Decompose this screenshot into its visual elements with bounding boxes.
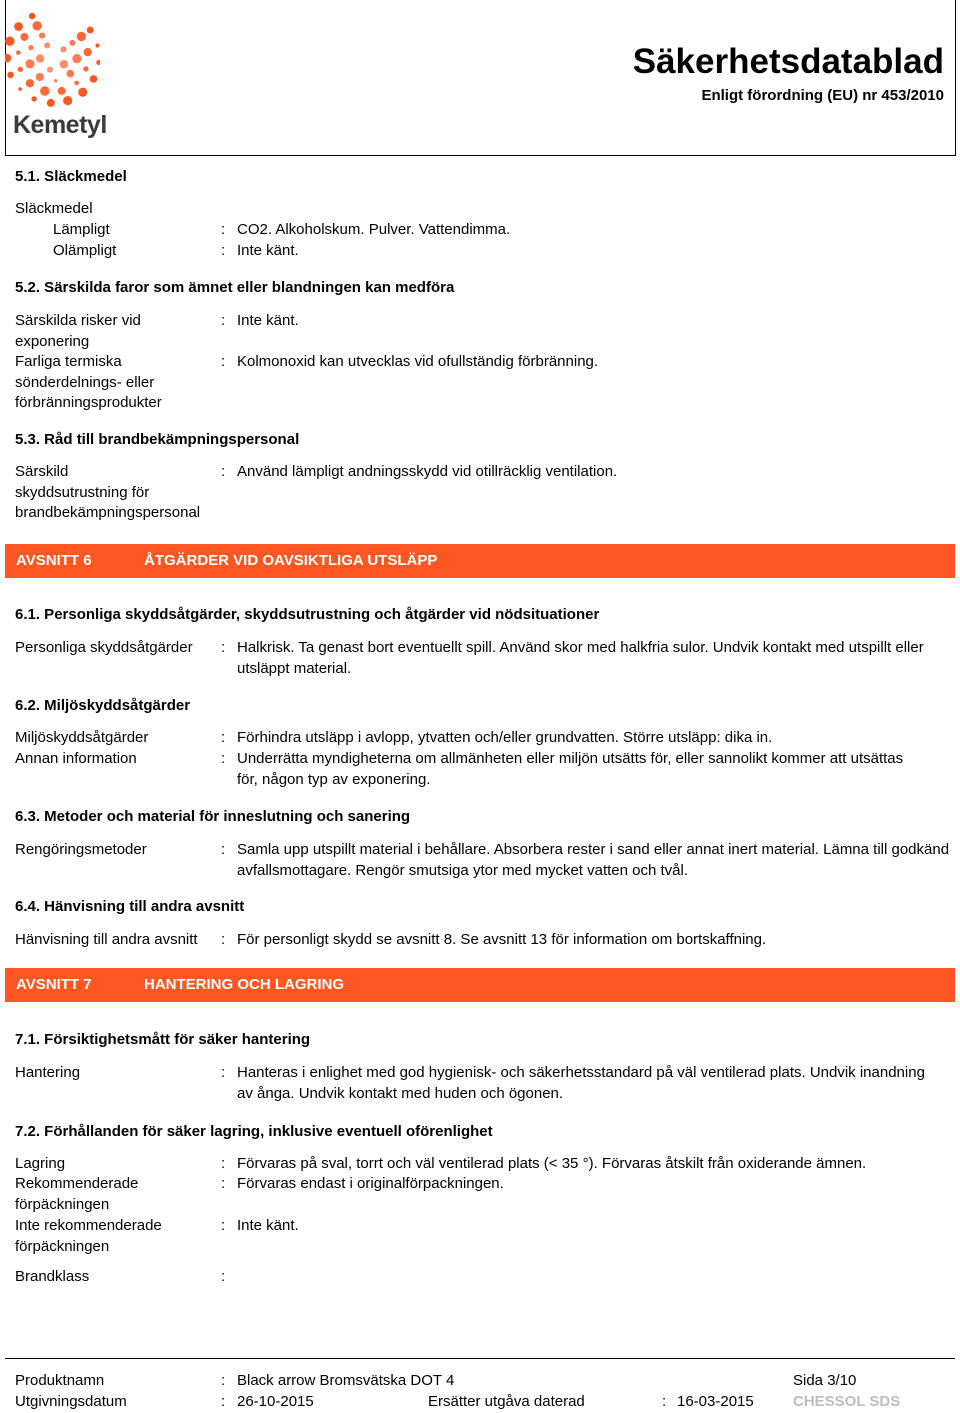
- footer-sds-mark: CHESSOL SDS: [793, 1393, 901, 1410]
- logo-dot: [16, 50, 21, 55]
- label-line: Särskild: [15, 463, 69, 480]
- footer-divider: [5, 1358, 955, 1359]
- value-annan-information: Underrätta myndigheterna om allmänheten eller miljön utsätts för, eller sannolikt kommer att utsättas för, någon typ av exponering.: [237, 750, 904, 788]
- colon: :: [221, 841, 226, 858]
- logo-dot: [96, 60, 100, 65]
- value-olampligt: Inte känt.: [237, 242, 299, 259]
- logo-dot: [78, 88, 87, 97]
- logo-dot: [77, 32, 86, 41]
- brand-logo-text: Kemetyl: [13, 111, 107, 139]
- label-line: förbränningsprodukter: [15, 394, 162, 411]
- logo-dot: [32, 21, 41, 30]
- value-rekommenderade: Förvaras endast i originalförpackningen.: [237, 1175, 504, 1192]
- footer-page-number: Sida 3/10: [793, 1372, 857, 1389]
- header-divider: [5, 155, 955, 156]
- label-slackmedel: Släckmedel: [15, 200, 93, 217]
- logo-dot: [18, 87, 22, 91]
- label-personliga-skyddsatgarder: Personliga skyddsåtgärder: [15, 639, 193, 656]
- colon: :: [221, 1217, 226, 1234]
- label-rekommenderade: [15, 1174, 138, 1215]
- colon: :: [221, 242, 226, 259]
- logo-dot: [7, 72, 14, 79]
- footer-replaces-label: Ersätter utgåva daterad: [428, 1393, 585, 1410]
- label-annan-information: Annan information: [15, 750, 137, 767]
- label-lagring: Lagring: [15, 1155, 66, 1172]
- logo-dot: [69, 40, 75, 46]
- logo-dot: [39, 33, 45, 39]
- label-hanvisning: Hänvisning till andra avsnitt: [15, 931, 198, 948]
- label-brandklass: Brandklass: [15, 1268, 90, 1285]
- colon: :: [221, 931, 226, 948]
- colon: :: [221, 1372, 226, 1389]
- heading-6-1: 6.1. Personliga skyddsåtgärder, skyddsutrustning och åtgärder vid nödsituationer: [15, 606, 600, 623]
- section-7-banner: [5, 968, 955, 1002]
- value-personliga-skyddsatgarder: Halkrisk. Ta genast bort eventuellt spill. Använd skor med halkfria sulor. Undvik kontakt med utspillt eller utsläppt material.: [237, 639, 924, 677]
- heading-6-4: 6.4. Hänvisning till andra avsnitt: [15, 898, 245, 915]
- value-inte-rekommenderade: Inte känt.: [237, 1217, 299, 1234]
- footer-product-value: Black arrow Bromsvätska DOT 4: [237, 1372, 455, 1389]
- value-miljoskyddsatgarder: Förhindra utsläpp i avlopp, ytvatten och/eller grundvatten. Större utsläpp: dika in.: [237, 729, 773, 746]
- logo-dot: [28, 45, 33, 50]
- value-sarskilda-risker: Inte känt.: [237, 312, 299, 329]
- logo-dot: [40, 86, 49, 95]
- colon: :: [221, 1064, 226, 1081]
- logo-dot: [36, 73, 44, 81]
- logo-dot: [14, 22, 23, 31]
- label-line: brandbekämpningspersonal: [15, 504, 201, 521]
- label-line: sönderdelnings- eller: [15, 373, 155, 391]
- colon: :: [221, 463, 226, 480]
- section-6-number: AVSNITT 6: [16, 552, 92, 569]
- colon: :: [221, 1155, 226, 1172]
- colon: :: [221, 312, 226, 329]
- label-farliga-termiska: [15, 352, 162, 414]
- label-line: exponering: [15, 332, 90, 350]
- value-hantering: Hanteras i enlighet med god hygienisk- och säkerhetsstandard på väl ventilerad plats. Undvik inandning av ånga. Undvik kontakt med huden och ögonen.: [237, 1064, 925, 1102]
- value-rengoringsmetoder: Samla upp utspillt material i behållare. Absorbera rester i sand eller annat inert material. Lämna till godkänd avfallsmottagare. Rengör smutsiga ytor med mycket vatten och tvål.: [237, 841, 950, 879]
- section-6-title: ÅTGÄRDER VID OAVSIKTLIGA UTSLÄPP: [144, 552, 438, 569]
- label-line: Farliga termiska: [15, 353, 122, 370]
- kemetyl-logo-mark-icon: [5, 5, 100, 110]
- label-line: Rekommenderade: [15, 1175, 139, 1192]
- logo-dot: [60, 60, 69, 69]
- colon: :: [221, 1175, 226, 1192]
- logo-dot: [95, 43, 99, 47]
- logo-dot: [44, 42, 50, 48]
- logo-dot: [58, 87, 66, 95]
- label-line: Särskilda risker vid: [15, 312, 141, 329]
- document-subtitle: Enligt förordning (EU) nr 453/2010: [701, 87, 944, 104]
- logo-dot: [72, 54, 81, 63]
- logo-dot: [26, 79, 34, 87]
- logo-dot: [63, 96, 72, 105]
- label-sarskilda-risker: [15, 311, 141, 352]
- heading-5-2: 5.2. Särskilda faror som ämnet eller blandningen kan medföra: [15, 279, 455, 296]
- section-6-banner: [5, 544, 955, 578]
- logo-dot: [5, 37, 14, 46]
- value-lagring: Förvaras på sval, torrt och väl ventilerad plats (< 35 °). Förvaras åtskilt från oxiderande ämnen.: [237, 1155, 867, 1172]
- footer-date-label: Utgivningsdatum: [15, 1393, 127, 1410]
- value-hanvisning: För personligt skydd se avsnitt 8. Se avsnitt 13 för information om bortskaffning.: [237, 931, 767, 948]
- logo-dot: [90, 75, 98, 83]
- label-hantering: Hantering: [15, 1064, 81, 1081]
- heading-5-1: 5.1. Släckmedel: [15, 168, 127, 185]
- value-lampligt: CO2. Alkoholskum. Pulver. Vattendimma.: [237, 221, 511, 238]
- colon: :: [221, 639, 226, 656]
- document-title: Säkerhetsdatablad: [632, 42, 944, 81]
- logo-dot: [5, 54, 11, 63]
- label-miljoskyddsatgarder: Miljöskyddsåtgärder: [15, 729, 149, 746]
- heading-6-3: 6.3. Metoder och material för inneslutning och sanering: [15, 808, 411, 825]
- label-rengoringsmetoder: Rengöringsmetoder: [15, 841, 147, 858]
- heading-5-3: 5.3. Råd till brandbekämpningspersonal: [15, 431, 300, 448]
- label-inte-rekommenderade: [15, 1216, 162, 1257]
- logo-dot: [54, 79, 57, 82]
- logo-dot: [31, 96, 36, 101]
- colon: :: [662, 1393, 667, 1410]
- section-7-number: AVSNITT 7: [16, 976, 92, 993]
- colon: :: [221, 1393, 226, 1410]
- label-lampligt: Lämpligt: [53, 221, 110, 238]
- label-sarskild-skyddsutrustning: [15, 462, 200, 524]
- label-olampligt: Olämpligt: [53, 242, 117, 259]
- label-line: Inte rekommenderade: [15, 1217, 162, 1234]
- logo-dot: [87, 27, 94, 34]
- logo-dot: [29, 13, 36, 20]
- section-7-title: HANTERING OCH LAGRING: [144, 976, 344, 993]
- logo-dot: [84, 48, 92, 56]
- logo-dot: [66, 70, 74, 78]
- colon: :: [221, 353, 226, 370]
- footer-replaces-value: 16-03-2015: [677, 1393, 754, 1410]
- logo-dot: [36, 54, 45, 63]
- footer-product-label: Produktnamn: [15, 1372, 105, 1389]
- header-right-border: [955, 0, 956, 156]
- colon: :: [221, 221, 226, 238]
- colon: :: [221, 729, 226, 746]
- footer-date-value: 26-10-2015: [237, 1393, 314, 1410]
- heading-7-2: 7.2. Förhållanden för säker lagring, inklusive eventuell oförenlighet: [15, 1123, 493, 1140]
- logo-dot: [60, 46, 66, 52]
- heading-7-1: 7.1. Försiktighetsmått för säker hantering: [15, 1031, 311, 1048]
- colon: :: [221, 750, 226, 767]
- label-line: förpäckningen: [15, 1237, 110, 1255]
- label-line: skyddsutrustning för: [15, 483, 150, 501]
- logo-dot: [20, 33, 28, 41]
- label-line: förpäckningen: [15, 1195, 110, 1213]
- logo-dot: [18, 67, 23, 72]
- logo-dot: [47, 99, 55, 107]
- value-farliga-termiska: Kolmonoxid kan utvecklas vid ofullständig förbränning.: [237, 353, 599, 370]
- logo-dot: [25, 59, 34, 68]
- logo-dot: [83, 66, 88, 71]
- logo-dot: [47, 67, 53, 73]
- value-sarskild-skyddsutrustning: Använd lämpligt andningsskydd vid otillräcklig ventilation.: [237, 463, 618, 480]
- logo-dot: [74, 81, 79, 86]
- colon: :: [221, 1268, 226, 1285]
- heading-6-2: 6.2. Miljöskyddsåtgärder: [15, 697, 191, 714]
